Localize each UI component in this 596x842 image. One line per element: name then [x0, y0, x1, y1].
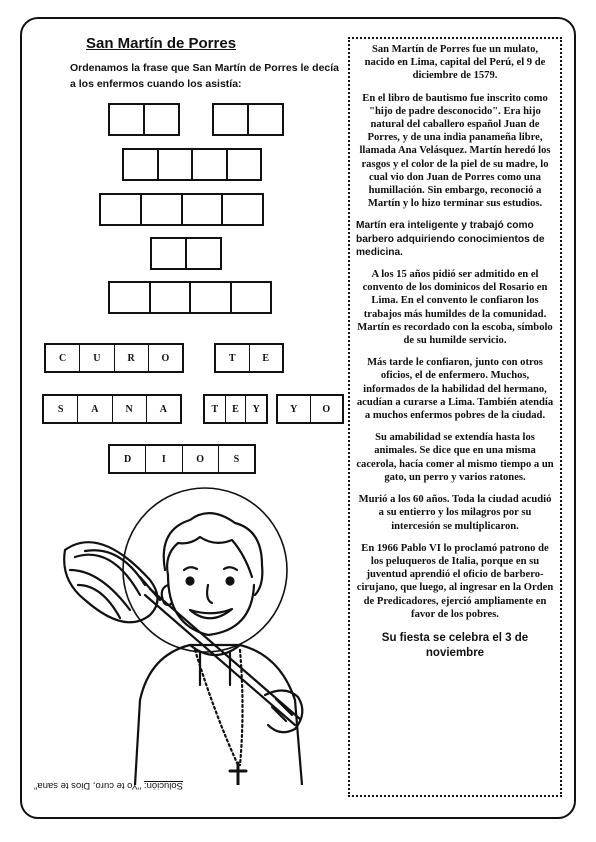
- paragraph-5: Más tarde le confiaron, junto con otros oficios, el de enfermero. Muchos, informados de la habilidad del hermano, acudían a curarse a Lima. También atendía a muchos enfermos pobres de la ciudad.: [356, 357, 554, 422]
- page-title: San Martín de Porres: [86, 35, 237, 52]
- feast-day: Su fiesta se celebra el 3 de noviembre: [381, 631, 529, 659]
- word-tile-dios: [108, 444, 256, 474]
- tile-letter: S: [44, 396, 78, 422]
- answer-box-5[interactable]: [150, 237, 222, 270]
- paragraph-2: En el libro de bautismo fue inscrito como "hijo de padre desconocido". Era hijo natural del caballero español Juan de Porres, y de una india panameña libre, llamada Ana Velásquez. Martín heredó los rasgos y el color de la piel de su madre, lo cual vio don Juan de Porres como una humillación. Sin embargo, reconoció a Martín y lo hizo terminar sus estudios.: [359, 92, 551, 210]
- tile-letter: S: [233, 453, 240, 465]
- tile-letter: A: [159, 403, 167, 415]
- tile-letter: I: [146, 446, 182, 472]
- tile-letter: E: [262, 352, 270, 364]
- word-tile-yo: [276, 394, 344, 424]
- answer-box-6[interactable]: [108, 281, 272, 314]
- paragraph-8: En 1966 Pablo VI lo proclamó patrono de los peluqueros de Italia, porque en su juventud aprendió el oficio de barbero-cirujano, que luego, al ingresar en la Orden de Predicadores, ejerció ampliamente en favor de los pobres.: [356, 542, 554, 620]
- word-tile-sana: [42, 394, 182, 424]
- tile-letter: E: [226, 396, 247, 422]
- tile-letter: Y: [278, 396, 311, 422]
- cross-icon: [230, 763, 246, 785]
- tile-letter: O: [322, 403, 331, 415]
- instruction-text: Ordenamos la frase que San Martín de Porres le decía a los enfermos cuando los asistía:: [70, 62, 340, 90]
- biography-box: [348, 37, 562, 797]
- answer-box-3[interactable]: [122, 148, 262, 181]
- paragraph-7: Murió a los 60 años. Toda la ciudad acudió a su entierro y los milagros por su intercesión se multiplicaron.: [358, 494, 552, 532]
- paragraph-1: San Martín de Porres fue un mulato, nacido en Lima, capital del Perú, el 9 de diciembre de 1579.: [364, 44, 546, 82]
- tile-letter: A: [78, 396, 112, 422]
- tile-letter: T: [205, 396, 226, 422]
- tile-letter: N: [113, 396, 147, 422]
- tile-letter: Y: [252, 403, 260, 415]
- tile-letter: C: [46, 345, 80, 371]
- tile-letter: U: [80, 345, 114, 371]
- paragraph-4: A los 15 años pidió ser admitido en el convento de los dominicos del Rosario en Lima. En el convento le confiaron los trabajos más humildes de la comunidad. Martín es recordado con la escoba, símbolo de su humilde servicio.: [357, 269, 553, 347]
- tile-letter: D: [110, 446, 146, 472]
- solution-text: "Yo te curo, Dios te sana": [34, 780, 142, 791]
- solution-label: Solución:: [143, 780, 183, 791]
- answer-box-2[interactable]: [212, 103, 284, 136]
- word-tile-te-y: [203, 394, 268, 424]
- saint-illustration: [40, 485, 340, 785]
- solution-note: [34, 780, 183, 791]
- paragraph-3: Martín era inteligente y trabajó como barbero adquiriendo conocimientos de medicina.: [356, 220, 545, 258]
- tile-letter: O: [183, 446, 219, 472]
- tile-letter: R: [115, 345, 149, 371]
- tile-letter: T: [216, 345, 250, 371]
- paragraph-6: Su amabilidad se extendía hasta los animales. Se dice que en una misma cacerola, hacía comer al mismo tiempo a un gato, un perro y varios ratones.: [356, 432, 554, 483]
- word-tile-te: [214, 343, 284, 373]
- word-tile-curo: [44, 343, 184, 373]
- answer-box-4[interactable]: [99, 193, 264, 226]
- tile-letter: O: [161, 352, 170, 364]
- answer-box-1[interactable]: [108, 103, 180, 136]
